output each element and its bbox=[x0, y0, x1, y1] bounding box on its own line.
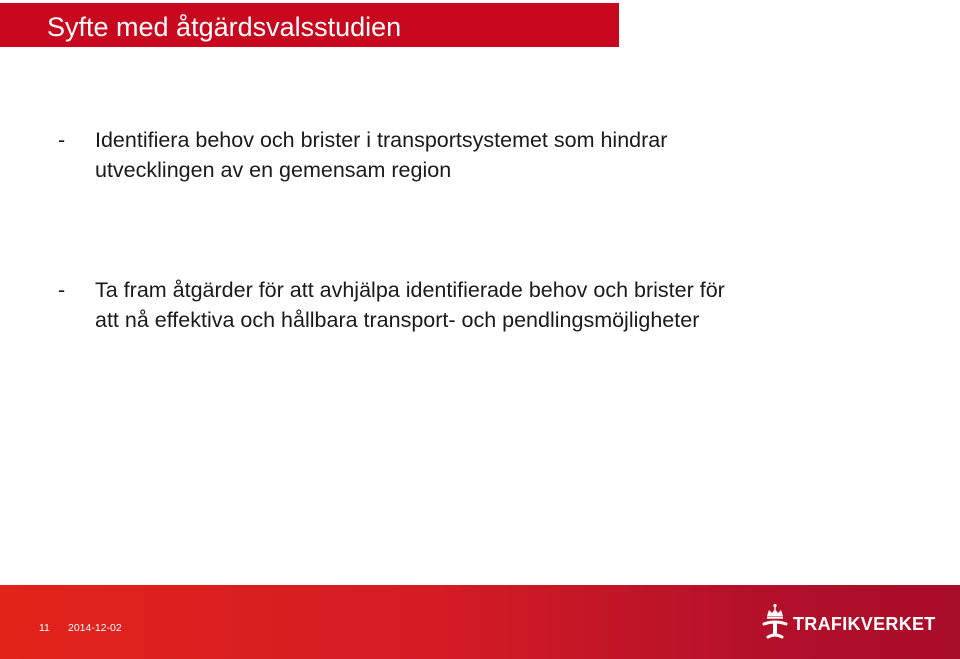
bullet-line: att nå effektiva och hållbara transport- och pendlingsmöjligheter bbox=[95, 308, 700, 332]
slide-title: Syfte med åtgärdsvalsstudien bbox=[47, 12, 402, 42]
logo-text: TRAFIKVERKET bbox=[793, 614, 936, 634]
bullet-marker: - bbox=[58, 278, 66, 302]
bullet-line: Ta fram åtgärder för att avhjälpa identifierade behov och brister för bbox=[95, 278, 725, 302]
page-number: 11 bbox=[39, 622, 50, 634]
bullet-item bbox=[58, 275, 938, 335]
footer-date: 2014-12-02 bbox=[68, 622, 122, 634]
crown-icon bbox=[762, 603, 788, 641]
bullet-marker: - bbox=[58, 128, 66, 152]
bullet-line: Identifiera behov och brister i transportsystemet som hindrar bbox=[95, 128, 668, 152]
bullet-item bbox=[58, 125, 938, 185]
trafikverket-logo bbox=[762, 603, 942, 643]
title-bar bbox=[0, 3, 619, 47]
footer-bar bbox=[0, 585, 960, 659]
bullet-line: utvecklingen av en gemensam region bbox=[95, 158, 452, 182]
